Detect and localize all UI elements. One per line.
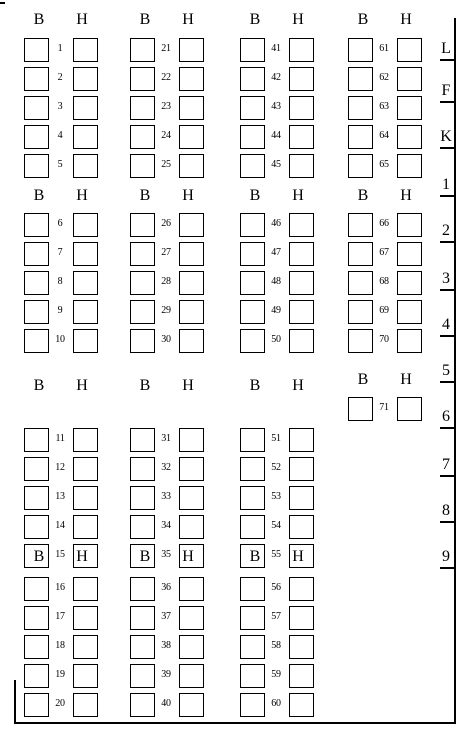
item-number-41: 41 — [271, 43, 281, 54]
item-number-8: 8 — [57, 276, 63, 287]
answer-box-n-46[interactable] — [289, 213, 314, 237]
answer-box-n-12[interactable] — [73, 457, 98, 481]
answer-box-b-68[interactable] — [348, 271, 373, 295]
column-header-b: В — [357, 371, 369, 388]
answer-box-b-52[interactable] — [240, 457, 265, 481]
item-number-6: 6 — [57, 218, 63, 229]
item-number-33: 33 — [161, 491, 171, 502]
scale-tick — [440, 101, 454, 103]
answer-box-n-33[interactable] — [179, 486, 204, 510]
answer-box-n-34[interactable] — [179, 515, 204, 539]
item-number-22: 22 — [161, 72, 171, 83]
answer-box-b-1[interactable] — [24, 38, 49, 62]
item-number-30: 30 — [161, 334, 171, 345]
answer-box-b-18[interactable] — [24, 635, 49, 659]
item-number-55: 55 — [271, 549, 281, 560]
answer-box-b-27[interactable] — [130, 242, 155, 266]
answer-box-n-39[interactable] — [179, 664, 204, 688]
item-number-53: 53 — [271, 491, 281, 502]
answer-box-n-71[interactable] — [397, 397, 422, 421]
scale-label-8: 8 — [442, 502, 450, 519]
item-number-54: 54 — [271, 520, 281, 531]
item-number-12: 12 — [55, 462, 65, 473]
answer-box-n-27[interactable] — [179, 242, 204, 266]
answer-box-b-40[interactable] — [130, 693, 155, 717]
answer-box-n-16[interactable] — [73, 577, 98, 601]
answer-box-n-38[interactable] — [179, 635, 204, 659]
item-number-20: 20 — [55, 698, 65, 709]
item-number-10: 10 — [55, 334, 65, 345]
answer-box-n-13[interactable] — [73, 486, 98, 510]
item-number-60: 60 — [271, 698, 281, 709]
item-number-64: 64 — [379, 130, 389, 141]
answer-box-n-9[interactable] — [73, 300, 98, 324]
answer-box-n-43[interactable] — [289, 96, 314, 120]
item-number-26: 26 — [161, 218, 171, 229]
column-header-n: Н — [400, 187, 412, 204]
item-number-17: 17 — [55, 611, 65, 622]
answer-box-n-17[interactable] — [73, 606, 98, 630]
answer-box-b-65[interactable] — [348, 154, 373, 178]
item-number-36: 36 — [161, 582, 171, 593]
answer-box-n-24[interactable] — [179, 125, 204, 149]
answer-box-n-63[interactable] — [397, 96, 422, 120]
item-number-13: 13 — [55, 491, 65, 502]
answer-box-n-42[interactable] — [289, 67, 314, 91]
item-number-14: 14 — [55, 520, 65, 531]
answer-box-n-19[interactable] — [73, 664, 98, 688]
answer-box-b-23[interactable] — [130, 96, 155, 120]
answer-box-n-14[interactable] — [73, 515, 98, 539]
answer-box-b-47[interactable] — [240, 242, 265, 266]
item-number-66: 66 — [379, 218, 389, 229]
item-number-24: 24 — [161, 130, 171, 141]
answer-box-n-53[interactable] — [289, 486, 314, 510]
answer-box-n-7[interactable] — [73, 242, 98, 266]
answer-box-b-54[interactable] — [240, 515, 265, 539]
answer-box-n-22[interactable] — [179, 67, 204, 91]
answer-box-n-57[interactable] — [289, 606, 314, 630]
answer-box-n-49[interactable] — [289, 300, 314, 324]
answer-box-n-69[interactable] — [397, 300, 422, 324]
scale-label-6: 6 — [442, 408, 450, 425]
answer-box-n-32[interactable] — [179, 457, 204, 481]
answer-box-n-47[interactable] — [289, 242, 314, 266]
column-header-n: Н — [76, 11, 88, 28]
answer-box-b-22[interactable] — [130, 67, 155, 91]
item-number-49: 49 — [271, 305, 281, 316]
answer-box-b-21[interactable] — [130, 38, 155, 62]
corner-mark — [0, 2, 5, 4]
answer-box-b-48[interactable] — [240, 271, 265, 295]
item-number-34: 34 — [161, 520, 171, 531]
scale-tick — [440, 475, 454, 477]
answer-box-b-49[interactable] — [240, 300, 265, 324]
item-number-9: 9 — [57, 305, 63, 316]
answer-box-b-19[interactable] — [24, 664, 49, 688]
column-header-n: Н — [292, 11, 304, 28]
answer-box-b-34[interactable] — [130, 515, 155, 539]
item-number-1: 1 — [57, 43, 63, 54]
item-number-27: 27 — [161, 247, 171, 258]
item-number-19: 19 — [55, 669, 65, 680]
column-header-b: В — [249, 11, 261, 28]
item-number-63: 63 — [379, 101, 389, 112]
answer-box-n-51[interactable] — [289, 428, 314, 452]
column-header-b: В — [249, 548, 261, 565]
answer-box-n-54[interactable] — [289, 515, 314, 539]
answer-box-n-23[interactable] — [179, 96, 204, 120]
answer-box-n-30[interactable] — [179, 329, 204, 353]
answer-box-b-43[interactable] — [240, 96, 265, 120]
answer-box-b-64[interactable] — [348, 125, 373, 149]
answer-box-b-14[interactable] — [24, 515, 49, 539]
answer-box-b-61[interactable] — [348, 38, 373, 62]
answer-box-n-11[interactable] — [73, 428, 98, 452]
answer-box-n-2[interactable] — [73, 67, 98, 91]
item-number-59: 59 — [271, 669, 281, 680]
answer-box-n-70[interactable] — [397, 329, 422, 353]
item-number-37: 37 — [161, 611, 171, 622]
scale-label-7: 7 — [442, 456, 450, 473]
answer-box-b-12[interactable] — [24, 457, 49, 481]
answer-box-b-30[interactable] — [130, 329, 155, 353]
left-frame-line — [14, 680, 16, 723]
answer-box-b-56[interactable] — [240, 577, 265, 601]
column-header-b: В — [357, 11, 369, 28]
column-header-b: В — [139, 377, 151, 394]
answer-box-b-38[interactable] — [130, 635, 155, 659]
answer-box-b-66[interactable] — [348, 213, 373, 237]
item-number-15: 15 — [55, 549, 65, 560]
answer-box-b-62[interactable] — [348, 67, 373, 91]
item-number-16: 16 — [55, 582, 65, 593]
answer-box-n-18[interactable] — [73, 635, 98, 659]
answer-box-b-7[interactable] — [24, 242, 49, 266]
scale-label-L: L — [441, 40, 451, 57]
scale-label-F: F — [441, 82, 451, 99]
answer-box-n-25[interactable] — [179, 154, 204, 178]
item-number-70: 70 — [379, 334, 389, 345]
item-number-65: 65 — [379, 159, 389, 170]
column-header-n: Н — [76, 548, 88, 565]
column-header-n: Н — [182, 187, 194, 204]
answer-box-n-65[interactable] — [397, 154, 422, 178]
item-number-48: 48 — [271, 276, 281, 287]
answer-box-n-60[interactable] — [289, 693, 314, 717]
answer-box-b-3[interactable] — [24, 96, 49, 120]
scale-vertical-line — [454, 18, 456, 723]
answer-box-n-5[interactable] — [73, 154, 98, 178]
answer-box-n-26[interactable] — [179, 213, 204, 237]
item-number-23: 23 — [161, 101, 171, 112]
scale-tick — [440, 241, 454, 243]
answer-box-b-51[interactable] — [240, 428, 265, 452]
item-number-50: 50 — [271, 334, 281, 345]
column-header-b: В — [33, 548, 45, 565]
answer-box-b-63[interactable] — [348, 96, 373, 120]
answer-box-n-10[interactable] — [73, 329, 98, 353]
column-header-b: В — [33, 11, 45, 28]
answer-box-n-52[interactable] — [289, 457, 314, 481]
answer-box-b-17[interactable] — [24, 606, 49, 630]
answer-box-b-69[interactable] — [348, 300, 373, 324]
answer-box-b-24[interactable] — [130, 125, 155, 149]
item-number-35: 35 — [161, 549, 171, 560]
answer-box-b-26[interactable] — [130, 213, 155, 237]
answer-box-n-37[interactable] — [179, 606, 204, 630]
item-number-25: 25 — [161, 159, 171, 170]
item-number-47: 47 — [271, 247, 281, 258]
item-number-61: 61 — [379, 43, 389, 54]
column-header-n: Н — [182, 11, 194, 28]
scale-tick — [440, 335, 454, 337]
answer-box-b-5[interactable] — [24, 154, 49, 178]
item-number-4: 4 — [57, 130, 63, 141]
answer-box-b-37[interactable] — [130, 606, 155, 630]
column-header-b: В — [249, 377, 261, 394]
item-number-21: 21 — [161, 43, 171, 54]
scale-tick — [440, 521, 454, 523]
column-header-b: В — [139, 11, 151, 28]
answer-box-b-29[interactable] — [130, 300, 155, 324]
item-number-3: 3 — [57, 101, 63, 112]
answer-box-b-60[interactable] — [240, 693, 265, 717]
answer-box-n-59[interactable] — [289, 664, 314, 688]
column-header-b: В — [357, 187, 369, 204]
answer-box-b-42[interactable] — [240, 67, 265, 91]
scale-tick — [440, 147, 454, 149]
scale-label-4: 4 — [442, 316, 450, 333]
scale-tick — [440, 195, 454, 197]
column-header-n: Н — [182, 548, 194, 565]
scale-label-3: 3 — [442, 270, 450, 287]
answer-box-b-44[interactable] — [240, 125, 265, 149]
scale-label-9: 9 — [442, 548, 450, 565]
item-number-51: 51 — [271, 433, 281, 444]
answer-box-b-41[interactable] — [240, 38, 265, 62]
item-number-40: 40 — [161, 698, 171, 709]
column-header-n: Н — [400, 11, 412, 28]
column-header-b: В — [33, 187, 45, 204]
answer-box-b-59[interactable] — [240, 664, 265, 688]
column-header-n: Н — [182, 377, 194, 394]
column-header-n: Н — [76, 377, 88, 394]
scale-tick — [440, 427, 454, 429]
answer-box-n-20[interactable] — [73, 693, 98, 717]
item-number-2: 2 — [57, 72, 63, 83]
answer-box-b-8[interactable] — [24, 271, 49, 295]
answer-box-b-70[interactable] — [348, 329, 373, 353]
item-number-56: 56 — [271, 582, 281, 593]
answer-box-b-33[interactable] — [130, 486, 155, 510]
item-number-62: 62 — [379, 72, 389, 83]
item-number-29: 29 — [161, 305, 171, 316]
answer-box-b-6[interactable] — [24, 213, 49, 237]
answer-box-n-29[interactable] — [179, 300, 204, 324]
item-number-5: 5 — [57, 159, 63, 170]
answer-box-b-57[interactable] — [240, 606, 265, 630]
column-header-b: В — [139, 548, 151, 565]
answer-box-b-25[interactable] — [130, 154, 155, 178]
item-number-58: 58 — [271, 640, 281, 651]
scale-tick — [440, 59, 454, 61]
item-number-11: 11 — [55, 433, 65, 444]
column-header-b: В — [249, 187, 261, 204]
answer-box-b-11[interactable] — [24, 428, 49, 452]
answer-box-n-36[interactable] — [179, 577, 204, 601]
answer-box-b-10[interactable] — [24, 329, 49, 353]
answer-box-n-31[interactable] — [179, 428, 204, 452]
item-number-31: 31 — [161, 433, 171, 444]
scale-tick — [440, 567, 454, 569]
answer-box-b-71[interactable] — [348, 397, 373, 421]
answer-box-b-31[interactable] — [130, 428, 155, 452]
answer-box-b-58[interactable] — [240, 635, 265, 659]
item-number-57: 57 — [271, 611, 281, 622]
answer-box-n-56[interactable] — [289, 577, 314, 601]
item-number-18: 18 — [55, 640, 65, 651]
item-number-71: 71 — [379, 402, 389, 413]
item-number-38: 38 — [161, 640, 171, 651]
answer-box-n-45[interactable] — [289, 154, 314, 178]
item-number-67: 67 — [379, 247, 389, 258]
answer-box-n-28[interactable] — [179, 271, 204, 295]
answer-box-n-4[interactable] — [73, 125, 98, 149]
answer-box-n-3[interactable] — [73, 96, 98, 120]
item-number-69: 69 — [379, 305, 389, 316]
column-header-n: Н — [400, 371, 412, 388]
answer-box-b-53[interactable] — [240, 486, 265, 510]
answer-box-n-50[interactable] — [289, 329, 314, 353]
answer-box-n-40[interactable] — [179, 693, 204, 717]
answer-box-n-8[interactable] — [73, 271, 98, 295]
answer-box-b-4[interactable] — [24, 125, 49, 149]
answer-box-n-68[interactable] — [397, 271, 422, 295]
item-number-7: 7 — [57, 247, 63, 258]
answer-box-n-41[interactable] — [289, 38, 314, 62]
answer-box-b-46[interactable] — [240, 213, 265, 237]
item-number-32: 32 — [161, 462, 171, 473]
column-header-n: Н — [76, 187, 88, 204]
item-number-39: 39 — [161, 669, 171, 680]
item-number-44: 44 — [271, 130, 281, 141]
item-number-52: 52 — [271, 462, 281, 473]
column-header-n: Н — [292, 548, 304, 565]
answer-box-n-64[interactable] — [397, 125, 422, 149]
answer-box-n-21[interactable] — [179, 38, 204, 62]
answer-box-b-67[interactable] — [348, 242, 373, 266]
answer-box-n-62[interactable] — [397, 67, 422, 91]
scale-tick — [440, 381, 454, 383]
column-header-n: Н — [292, 187, 304, 204]
item-number-28: 28 — [161, 276, 171, 287]
item-number-45: 45 — [271, 159, 281, 170]
answer-box-n-61[interactable] — [397, 38, 422, 62]
bottom-frame-line — [14, 722, 456, 724]
scale-label-2: 2 — [442, 222, 450, 239]
scale-tick — [440, 289, 454, 291]
scale-label-5: 5 — [442, 362, 450, 379]
answer-box-n-58[interactable] — [289, 635, 314, 659]
answer-box-n-66[interactable] — [397, 213, 422, 237]
item-number-46: 46 — [271, 218, 281, 229]
answer-box-b-13[interactable] — [24, 486, 49, 510]
answer-box-b-2[interactable] — [24, 67, 49, 91]
scale-label-K: K — [440, 128, 452, 145]
scale-label-1: 1 — [442, 176, 450, 193]
answer-box-b-36[interactable] — [130, 577, 155, 601]
answer-box-b-20[interactable] — [24, 693, 49, 717]
answer-box-b-45[interactable] — [240, 154, 265, 178]
answer-box-b-39[interactable] — [130, 664, 155, 688]
answer-box-b-50[interactable] — [240, 329, 265, 353]
item-number-43: 43 — [271, 101, 281, 112]
column-header-b: В — [139, 187, 151, 204]
answer-box-b-9[interactable] — [24, 300, 49, 324]
answer-box-b-28[interactable] — [130, 271, 155, 295]
column-header-b: В — [33, 377, 45, 394]
answer-box-n-6[interactable] — [73, 213, 98, 237]
item-number-42: 42 — [271, 72, 281, 83]
answer-box-n-67[interactable] — [397, 242, 422, 266]
answer-box-n-44[interactable] — [289, 125, 314, 149]
answer-box-n-1[interactable] — [73, 38, 98, 62]
item-number-68: 68 — [379, 276, 389, 287]
answer-box-b-16[interactable] — [24, 577, 49, 601]
column-header-n: Н — [292, 377, 304, 394]
answer-box-b-32[interactable] — [130, 457, 155, 481]
answer-box-n-48[interactable] — [289, 271, 314, 295]
